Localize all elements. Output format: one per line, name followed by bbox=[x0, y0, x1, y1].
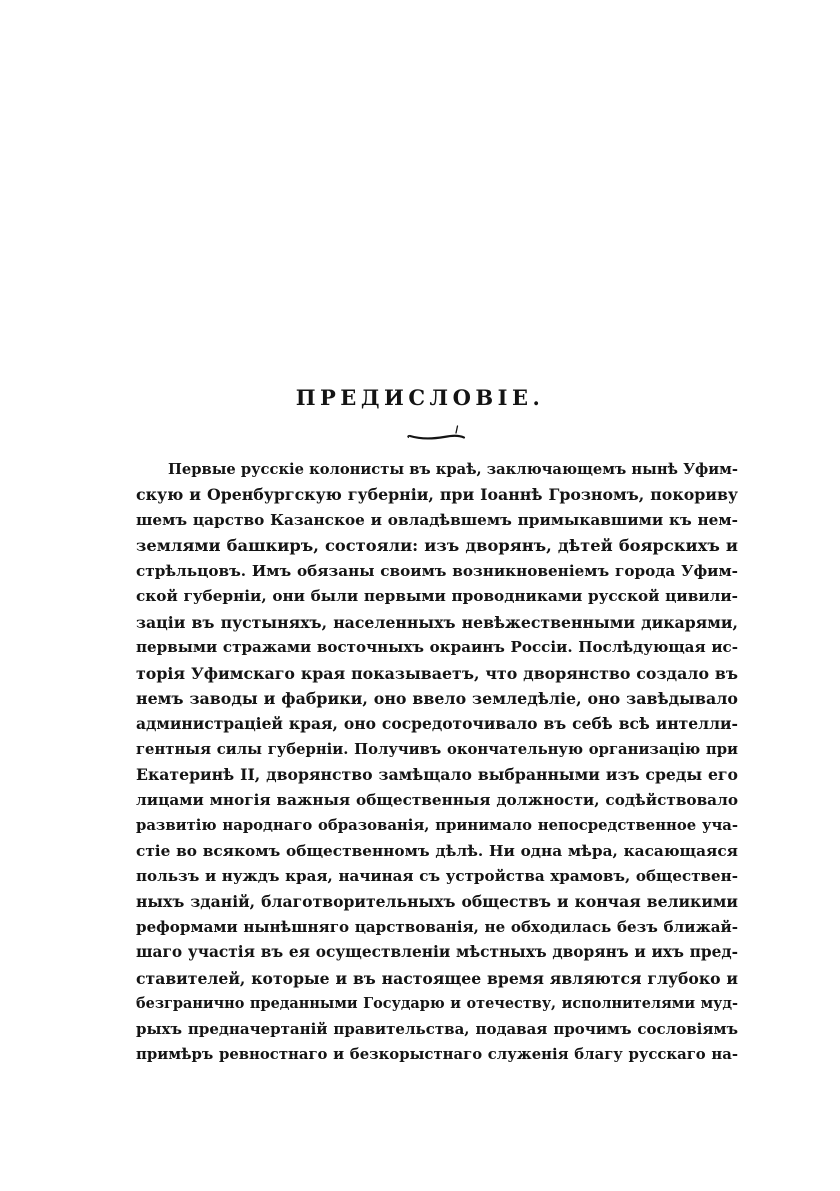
text-line: шемъ царство Казанское и овладѣвшемъ примыкавшими къ нем- bbox=[136, 510, 738, 529]
text-line: стіе во всякомъ общественномъ дѣлѣ. Ни одна мѣра, касающаяся bbox=[136, 841, 738, 860]
text-line: ныхъ зданій, благотворительныхъ обществъ и кончая великими bbox=[136, 892, 738, 912]
text-line: гентныя силы губерніи. Получивъ окончательную организацію при bbox=[136, 740, 738, 758]
text-line: ской губерніи, они были первыми проводниками русской цивили- bbox=[136, 587, 738, 606]
text-line: шаго участія въ ея осуществленіи мѣстныхъ дворянъ и ихъ пред- bbox=[136, 943, 738, 962]
text-line: немъ заводы и фабрики, оно ввело земледѣліе, оно завѣдывало bbox=[136, 688, 738, 708]
text-line: лицами многія важныя общественныя должности, содѣйствовало bbox=[136, 790, 738, 809]
text-line: первыми стражами восточныхъ окраинъ Россіи. Послѣдующая ис- bbox=[136, 638, 738, 657]
text-line: администраціей края, оно сосредоточивало въ себѣ всѣ интелли- bbox=[136, 714, 738, 734]
text-line: торія Уфимскаго края показываетъ, что дворянство создало въ bbox=[136, 663, 738, 683]
text-line: пользъ и нуждъ края, начиная съ устройства храмовъ, обществен- bbox=[136, 867, 738, 885]
text-line: стрѣльцовъ. Имъ обязаны своимъ возникновеніемъ города Уфим- bbox=[136, 561, 738, 580]
text-line: развитію народнаго образованія, принимало непосредственное уча- bbox=[136, 817, 738, 835]
text-line: скую и Оренбургскую губерніи, при Іоаннѣ Грозномъ, покориву bbox=[136, 485, 738, 505]
text-line: Екатеринѣ II, дворянство замѣщало выбранными изъ среды его bbox=[136, 765, 738, 785]
text-line: землями башкиръ, состояли: изъ дворянъ, дѣтей боярскихъ и bbox=[136, 536, 738, 556]
text-line: реформами нынѣшняго царствованія, не обходилась безъ ближай- bbox=[136, 917, 738, 936]
text-line: примѣръ ревностнаго и безкорыстнаго служенія благу русскаго на- bbox=[136, 1046, 738, 1064]
text-line: ставителей, которые и въ настоящее время являются глубоко и bbox=[136, 968, 738, 988]
text-line: безгранично преданными Государю и отечеству, исполнителями муд- bbox=[136, 995, 738, 1013]
page-title: ПРЕДИСЛОВІЕ. bbox=[295, 385, 545, 410]
text-line: Первые русскіе колонисты въ краѣ, заключающемъ нынѣ Уфим- bbox=[168, 461, 738, 478]
preface-paragraph bbox=[136, 457, 738, 1068]
title-ornament-icon bbox=[402, 422, 472, 444]
text-line: заціи въ пустыняхъ, населенныхъ невѣжественными дикарями, bbox=[136, 612, 738, 632]
text-line: рыхъ предначертаній правительства, подавая прочимъ сословіямъ bbox=[136, 1019, 738, 1038]
